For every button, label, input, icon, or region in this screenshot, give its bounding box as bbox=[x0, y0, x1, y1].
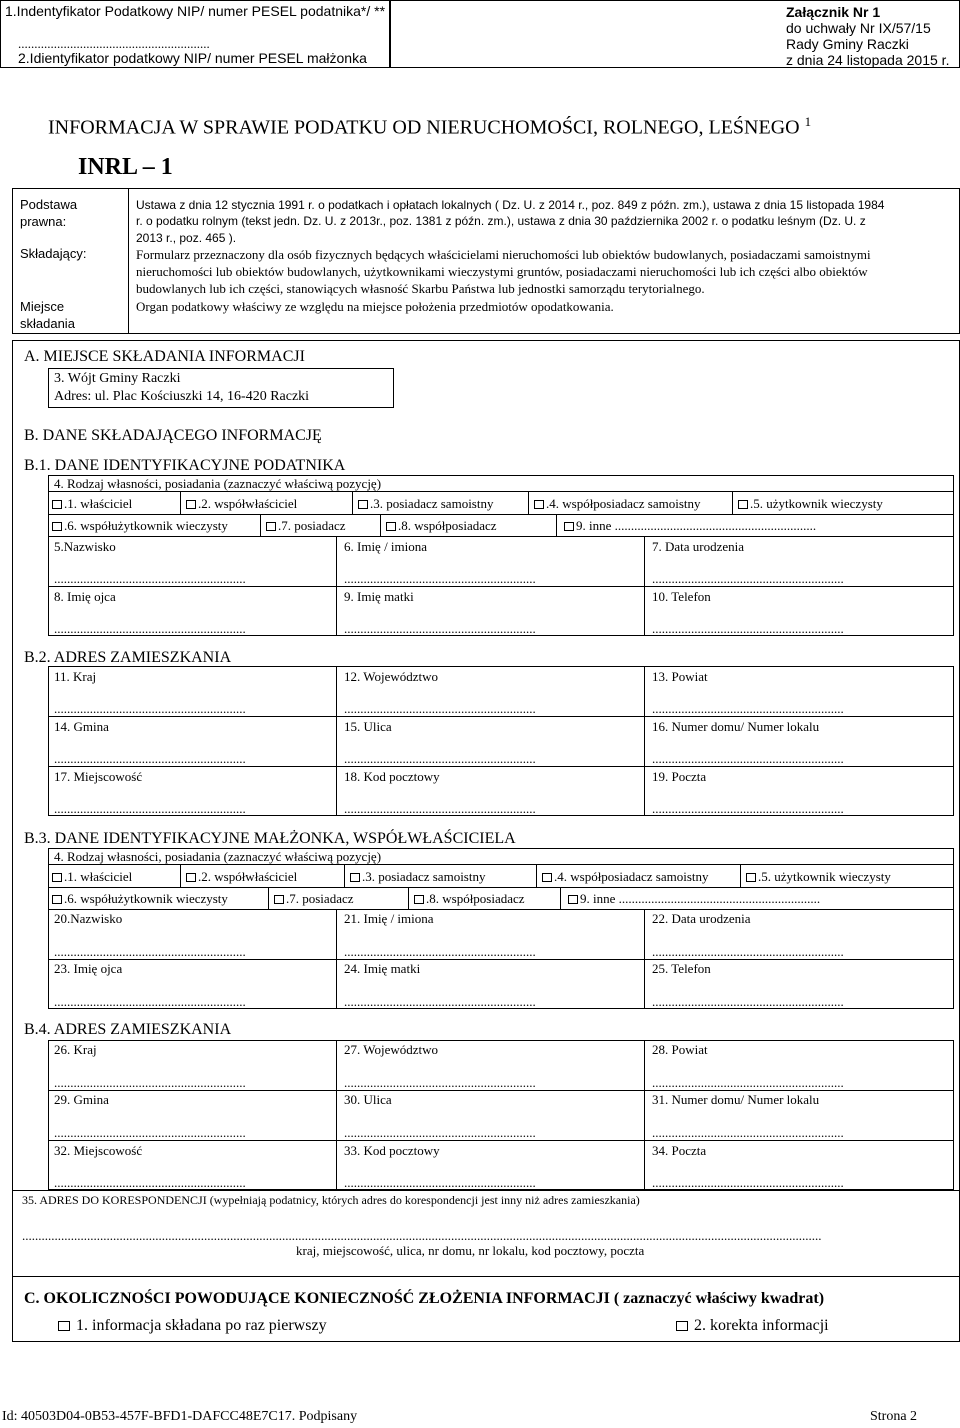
checkbox-icon bbox=[568, 895, 578, 904]
b2-commune-input[interactable]: ........................................................... bbox=[54, 753, 246, 765]
b3-row1-sep-1 bbox=[180, 864, 181, 887]
b2-grid bbox=[48, 666, 954, 816]
b3-phone-label: 25. Telefon bbox=[652, 961, 711, 976]
b2-street-input[interactable]: ........................................................... bbox=[344, 753, 536, 765]
b1-row1-sep-2 bbox=[352, 491, 353, 514]
b4-street-label: 30. Ulica bbox=[344, 1092, 392, 1107]
footer-id: Id: 40503D04-0B53-457F-BFD1-DAFCC48E7C17. Podpisany bbox=[2, 1409, 358, 1424]
b3-row1-sep-4 bbox=[740, 864, 741, 887]
b4-street-input[interactable]: ........................................................... bbox=[344, 1127, 536, 1139]
b3-mother-input[interactable]: ........................................................... bbox=[344, 996, 536, 1008]
footer-page: Strona 2 bbox=[870, 1409, 918, 1424]
b1-row2-sep-1 bbox=[260, 514, 261, 537]
b4-grid-v2 bbox=[644, 1040, 645, 1190]
b3-row2-sep-2 bbox=[408, 887, 409, 910]
b1-row2-sep-2 bbox=[380, 514, 381, 537]
b4-city-input[interactable]: ........................................................... bbox=[54, 1177, 246, 1189]
b2-postcode-input[interactable]: ........................................................... bbox=[344, 803, 536, 815]
b1-opt-3[interactable]: .3. posiadacz samoistny bbox=[358, 496, 493, 511]
section-b4-title: B.4. ADRES ZAMIESZKANIA bbox=[24, 1021, 232, 1038]
checkbox-icon bbox=[746, 873, 756, 882]
b2-house-label: 16. Numer domu/ Numer lokalu bbox=[652, 719, 820, 734]
section-c-opt-correction[interactable]: 2. korekta informacji bbox=[676, 1317, 829, 1335]
field-names-label: 6. Imię / imiona bbox=[344, 539, 428, 554]
b3-phone-input[interactable]: ........................................................... bbox=[652, 996, 844, 1008]
b1-opt-6[interactable]: .6. współużytkownik wieczysty bbox=[52, 518, 228, 533]
basis-line-3: 2013 r., poz. 465 ). bbox=[136, 231, 237, 245]
place-label: Miejsce składania bbox=[20, 299, 75, 331]
b3-birthdate-input[interactable]: ........................................................... bbox=[652, 946, 844, 958]
b1-options-row1 bbox=[52, 496, 952, 512]
taxpayer-id-label: 1.Indentyfikator Podatkowy NIP/ numer PESEL podatnika*/ ** bbox=[5, 3, 386, 19]
field-phone-label: 10. Telefon bbox=[652, 589, 711, 604]
b4-country-label: 26. Kraj bbox=[54, 1042, 97, 1057]
b3-names-label: 21. Imię / imiona bbox=[344, 911, 434, 926]
spouse-id-label: 2.Idientyfikator podatkowy NIP/ numer PESEL małżonka bbox=[18, 50, 367, 66]
checkbox-icon bbox=[534, 500, 544, 509]
section-b2-title: B.2. ADRES ZAMIESZKANIA bbox=[24, 649, 232, 666]
b3-row1-sep-3 bbox=[536, 864, 537, 887]
b1-ownership-label: 4. Rodzaj własności, posiadania (zaznaczyć właściwą pozycję) bbox=[54, 476, 382, 491]
b3-names-input[interactable]: ........................................................... bbox=[344, 946, 536, 958]
submitter-line-2: nieruchomości lub obiektów budowlanych, użytkownikami wieczystymi gruntów, posiadaczami nieruchomości lub ich części albo obiektów bbox=[136, 264, 868, 279]
b2-post-input[interactable]: ........................................................... bbox=[652, 803, 844, 815]
b1-ownership-hline2 bbox=[48, 514, 954, 515]
b2-postcode-label: 18. Kod pocztowy bbox=[344, 769, 440, 784]
section-b1-title: B.1. DANE IDENTYFIKACYJNE PODATNIKA bbox=[24, 457, 346, 474]
field-father-input[interactable]: ........................................................... bbox=[54, 623, 246, 635]
b4-post-label: 34. Poczta bbox=[652, 1143, 707, 1158]
b2-country-label: 11. Kraj bbox=[54, 669, 97, 684]
b3-opt-6[interactable]: .6. współużytkownik wieczysty bbox=[52, 891, 228, 906]
section-b-title: B. DANE SKŁADAJĄCEGO INFORMACJĘ bbox=[24, 427, 322, 444]
b4-voivodeship-label: 27. Województwo bbox=[344, 1042, 439, 1057]
b2-city-label: 17. Miejscowość bbox=[54, 769, 143, 784]
checkbox-icon bbox=[266, 522, 276, 531]
taxpayer-id-dots[interactable]: ........................................................... bbox=[18, 36, 210, 51]
b3-birthdate-label: 22. Data urodzenia bbox=[652, 911, 751, 926]
b4-voivodeship-input[interactable]: ........................................................... bbox=[344, 1077, 536, 1089]
legal-divider bbox=[128, 188, 129, 334]
section-b3-title: B.3. DANE IDENTYFIKACYJNE MAŁŻONKA, WSPÓŁWŁAŚCICIELA bbox=[24, 830, 516, 847]
b3-ownership-hline1 bbox=[48, 864, 954, 865]
b2-county-input[interactable]: ........................................................... bbox=[652, 703, 844, 715]
b4-grid-h2 bbox=[48, 1140, 954, 1141]
form-title bbox=[48, 114, 811, 140]
field-surname-label: 5.Nazwisko bbox=[54, 539, 116, 554]
annex-title: Załącznik Nr 1 bbox=[786, 4, 881, 20]
field-surname-input[interactable]: ........................................................... bbox=[54, 573, 246, 585]
b2-county-label: 13. Powiat bbox=[652, 669, 708, 684]
checkbox-icon bbox=[52, 500, 62, 509]
b4-grid-h1 bbox=[48, 1090, 954, 1091]
form-title-footnote: 1 bbox=[804, 114, 812, 129]
section-a-title: A. MIEJSCE SKŁADANIA INFORMACJI bbox=[24, 348, 305, 365]
b2-post-label: 19. Poczta bbox=[652, 769, 707, 784]
b3-opt-5[interactable]: .5. użytkownik wieczysty bbox=[746, 869, 891, 884]
field-mother-input[interactable]: ........................................................... bbox=[344, 623, 536, 635]
checkbox-icon bbox=[350, 873, 360, 882]
b1-row1-sep-3 bbox=[528, 491, 529, 514]
b4-postcode-input[interactable]: ........................................................... bbox=[344, 1177, 536, 1189]
b4-house-label: 31. Numer domu/ Numer lokalu bbox=[652, 1092, 820, 1107]
b1-opt-9[interactable]: 9. inne .............................................................. bbox=[564, 518, 874, 533]
b3-ownership-label: 4. Rodzaj własności, posiadania (zaznaczyć właściwą pozycję) bbox=[54, 849, 382, 864]
b2-city-input[interactable]: ........................................................... bbox=[54, 803, 246, 815]
b2-street-label: 15. Ulica bbox=[344, 719, 392, 734]
submitter-line-1: Formularz przeznaczony dla osób fizycznych będących właścicielami nieruchomości lub obiektów budowlanych, posiadaczami samoistnymi bbox=[136, 247, 871, 262]
b1-ownership-hline1 bbox=[48, 491, 954, 492]
b4-county-label: 28. Powiat bbox=[652, 1042, 708, 1057]
checkbox-icon bbox=[52, 895, 62, 904]
checkbox-icon bbox=[52, 522, 62, 531]
field-father-label: 8. Imię ojca bbox=[54, 589, 116, 604]
submitter-line-3: budowlanych lub ich części, stanowiących własność Skarbu Państwa lub jednostki samorządu terytorialnego. bbox=[136, 281, 705, 296]
b2-grid-v1 bbox=[336, 666, 337, 816]
b3-opt-4[interactable]: .4. współposiadacz samoistny bbox=[542, 869, 709, 884]
b3-surname-label: 20.Nazwisko bbox=[54, 911, 123, 926]
b2-house-input[interactable]: ........................................................... bbox=[652, 753, 844, 765]
annex-resolution: do uchwały Nr IX/57/15 bbox=[786, 20, 931, 36]
b4-grid-v1 bbox=[336, 1040, 337, 1190]
b3-opt-9[interactable]: 9. inne .............................................................. bbox=[568, 891, 878, 906]
basis-line-2: r. o podatku rolnym (tekst jedn. Dz. U. z 2013r., poz. 1381 z późn. zm.), ustawa z dnia 30 października 2002 r. o podatku leśnym (Dz. U. z bbox=[136, 214, 866, 228]
b4-postcode-label: 33. Kod pocztowy bbox=[344, 1143, 440, 1158]
b1-opt-7[interactable]: .7. posiadacz bbox=[266, 518, 346, 533]
b2-country-input[interactable]: ........................................................... bbox=[54, 703, 246, 715]
checkbox-icon bbox=[564, 522, 574, 531]
b3-row2-sep-1 bbox=[268, 887, 269, 910]
b4-house-input[interactable]: ........................................................... bbox=[652, 1127, 844, 1139]
b1-opt-2[interactable]: .2. współwłaściciel bbox=[186, 496, 297, 511]
checkbox-icon bbox=[186, 500, 196, 509]
b2-grid-h2 bbox=[48, 766, 954, 767]
field-mother-label: 9. Imię matki bbox=[344, 589, 414, 604]
b2-grid-v2 bbox=[644, 666, 645, 816]
b4-grid bbox=[48, 1040, 954, 1190]
correspondence-caption: kraj, miejscowość, ulica, nr domu, nr lokalu, kod pocztowy, poczta bbox=[296, 1243, 645, 1258]
b3-ownership-hline2 bbox=[48, 887, 954, 888]
checkbox-icon bbox=[676, 1321, 688, 1331]
correspondence-label: 35. ADRES DO KORESPONDENCJI (wypełniają podatnicy, których adres do korespondencji jest inny niż adres zamieszkania) bbox=[22, 1193, 640, 1207]
checkbox-icon bbox=[358, 500, 368, 509]
b1-opt-4[interactable]: .4. współposiadacz samoistny bbox=[534, 496, 701, 511]
b1-row2-sep-3 bbox=[556, 514, 557, 537]
checkbox-icon bbox=[738, 500, 748, 509]
annex-date: z dnia 24 listopada 2015 r. bbox=[786, 52, 950, 68]
b1-row1-sep-4 bbox=[732, 491, 733, 514]
submitter-label: Składający: bbox=[20, 246, 87, 261]
checkbox-icon bbox=[542, 873, 552, 882]
b3-father-input[interactable]: ........................................................... bbox=[54, 996, 246, 1008]
checkbox-icon bbox=[274, 895, 284, 904]
b1-opt-5[interactable]: .5. użytkownik wieczysty bbox=[738, 496, 883, 511]
basis-label: Podstawa prawna: bbox=[20, 197, 78, 229]
b2-grid-h1 bbox=[48, 716, 954, 717]
section-c-opt-first[interactable]: 1. informacja składana po raz pierwszy bbox=[58, 1317, 327, 1335]
b1-row1-sep-1 bbox=[180, 491, 181, 514]
b4-post-input[interactable]: ........................................................... bbox=[652, 1177, 844, 1189]
b3-opt-7[interactable]: .7. posiadacz bbox=[274, 891, 354, 906]
b3-father-label: 23. Imię ojca bbox=[54, 961, 123, 976]
b3-row2-sep-3 bbox=[560, 887, 561, 910]
b3-mother-label: 24. Imię matki bbox=[344, 961, 421, 976]
b3-opt-2[interactable]: .2. współwłaściciel bbox=[186, 869, 297, 884]
checkbox-icon bbox=[186, 873, 196, 882]
field-names-input[interactable]: ........................................................... bbox=[344, 573, 536, 585]
b3-opt-1[interactable]: .1. właściciel bbox=[52, 869, 132, 884]
b1-options-row2 bbox=[52, 518, 952, 534]
b3-surname-input[interactable]: ........................................................... bbox=[54, 946, 246, 958]
form-title-text: INFORMACJA W SPRAWIE PODATKU OD NIERUCHOMOŚCI, ROLNEGO, LEŚNEGO bbox=[48, 116, 800, 139]
form-code: INRL – 1 bbox=[78, 154, 173, 180]
b4-city-label: 32. Miejscowość bbox=[54, 1143, 143, 1158]
field-birthdate-label: 7. Data urodzenia bbox=[652, 539, 745, 554]
section-c-divider bbox=[12, 1276, 960, 1277]
field-phone-input[interactable]: ........................................................... bbox=[652, 623, 844, 635]
b1-opt-1[interactable]: .1. właściciel bbox=[52, 496, 132, 511]
b2-voivodeship-label: 12. Województwo bbox=[344, 669, 439, 684]
b3-row1-sep-2 bbox=[344, 864, 345, 887]
correspondence-input[interactable]: ...................................................................................................................................................................................................................................................... bbox=[22, 1230, 822, 1242]
office-address: Adres: ul. Plac Kościuszki 14, 16-420 Raczki bbox=[54, 389, 310, 404]
checkbox-icon bbox=[52, 873, 62, 882]
office-name: 3. Wójt Gminy Raczki bbox=[54, 371, 181, 386]
b3-opt-8[interactable]: .8. współposiadacz bbox=[414, 891, 525, 906]
b2-commune-label: 14. Gmina bbox=[54, 719, 109, 734]
field-birthdate-input[interactable]: ........................................................... bbox=[652, 573, 844, 585]
section-c-title: C. OKOLICZNOŚCI POWODUJĄCE KONIECZNOŚĆ ZŁOŻENIA INFORMACJI ( zaznaczyć właściwy kwadrat) bbox=[24, 1290, 825, 1307]
b4-commune-input[interactable]: ........................................................... bbox=[54, 1127, 246, 1139]
checkbox-icon bbox=[414, 895, 424, 904]
annex-council: Rady Gminy Raczki bbox=[786, 36, 909, 52]
b3-options-row2 bbox=[52, 891, 952, 907]
b3-options-row1 bbox=[52, 869, 952, 885]
checkbox-icon bbox=[58, 1321, 70, 1331]
basis-line-1: Ustawa z dnia 12 stycznia 1991 r. o podatkach i opłatach lokalnych ( Dz. U. z 2014 r., poz. 849 z późn. zm.), ustawa z dnia 15 listopada 1984 bbox=[136, 198, 885, 212]
b2-voivodeship-input[interactable]: ........................................................... bbox=[344, 703, 536, 715]
b4-commune-label: 29. Gmina bbox=[54, 1092, 109, 1107]
b3-opt-3[interactable]: .3. posiadacz samoistny bbox=[350, 869, 485, 884]
b1-opt-8[interactable]: .8. współposiadacz bbox=[386, 518, 497, 533]
b3-grid-h1 bbox=[48, 959, 954, 960]
place-text: Organ podatkowy właściwy ze względu na miejsce położenia przedmiotów opodatkowania. bbox=[136, 299, 614, 314]
b1-grid-h1 bbox=[48, 586, 954, 587]
checkbox-icon bbox=[386, 522, 396, 531]
b4-country-input[interactable]: ........................................................... bbox=[54, 1077, 246, 1089]
b4-county-input[interactable]: ........................................................... bbox=[652, 1077, 844, 1089]
